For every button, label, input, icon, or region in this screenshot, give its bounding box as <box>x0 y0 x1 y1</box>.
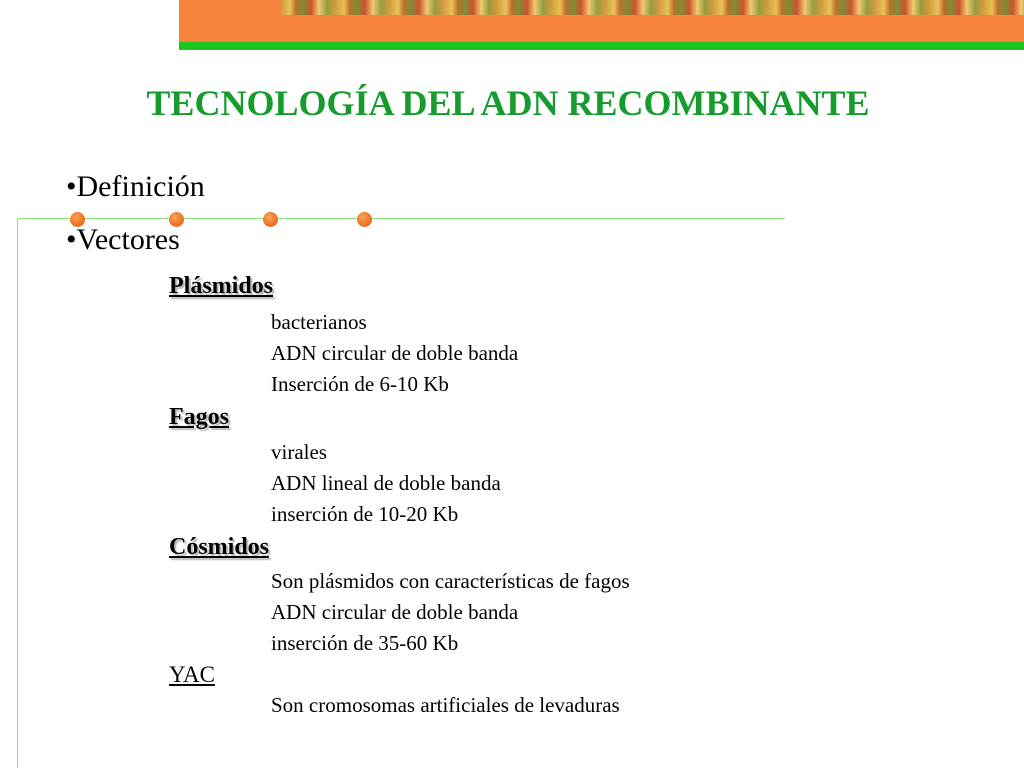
vector-item: ADN lineal de doble banda <box>271 471 501 495</box>
vector-item: Inserción de 6-10 Kb <box>271 372 449 396</box>
top-banner <box>179 0 1024 50</box>
vector-heading-cosmidos: Cósmidos <box>169 534 270 560</box>
vector-item: Son cromosomas artificiales de levaduras <box>271 693 620 717</box>
vector-item: ADN circular de doble banda <box>271 600 519 624</box>
bullet-definicion <box>66 169 205 205</box>
bullet-label: Definición <box>76 170 205 203</box>
vector-heading-yac: YAC <box>169 662 216 687</box>
bullet-vectores <box>66 222 180 258</box>
vector-item: ADN circular de doble banda <box>271 341 519 365</box>
frame-vertical-line <box>17 218 18 768</box>
vector-item: inserción de 35-60 Kb <box>271 631 459 655</box>
bullet-mark: • <box>66 223 77 256</box>
frame-horizontal-line <box>17 218 785 219</box>
bullet-label: Vectores <box>76 223 180 256</box>
banner-orange-band <box>179 0 1024 42</box>
decorative-dot-icon <box>263 212 278 227</box>
vector-item: inserción de 10-20 Kb <box>271 502 459 526</box>
vector-item: virales <box>271 440 327 464</box>
decorative-dot-icon <box>357 212 372 227</box>
vector-heading-fagos: Fagos <box>169 404 229 430</box>
bullet-mark: • <box>66 170 77 203</box>
vector-item: Son plásmidos con características de fagos <box>271 569 630 593</box>
vector-item: bacterianos <box>271 310 367 334</box>
banner-image <box>281 0 1024 15</box>
vector-heading-plasmidos: Plásmidos <box>169 273 274 299</box>
slide-title: TECNOLOGÍA DEL ADN RECOMBINANTE <box>146 83 870 123</box>
